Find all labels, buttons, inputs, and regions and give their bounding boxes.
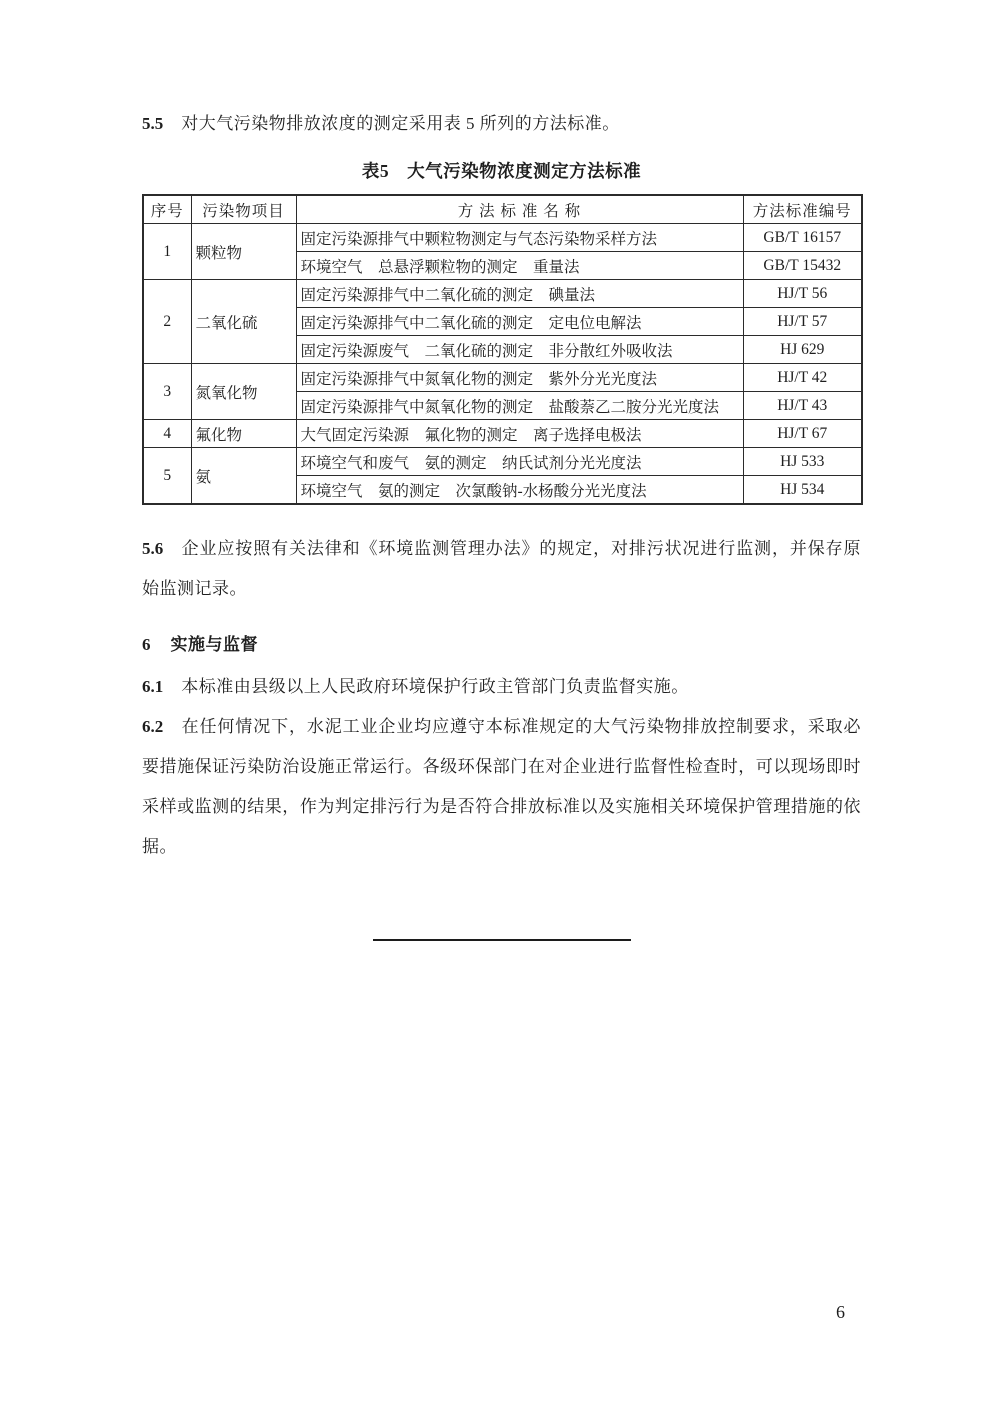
method-name-cell: 固定污染源废气 二氧化硫的测定 非分散红外吸收法 [296,336,743,364]
table-row [143,448,862,476]
table-row [143,224,862,252]
standard-code-cell: HJ/T 56 [743,280,862,308]
col-header-index: 序号 [143,195,191,224]
page-number: 6 [836,1302,845,1322]
clause-5-6 [142,529,861,609]
clause-text: 企业应按照有关法律和《环境监测管理办法》的规定，对排污状况进行监测，并保存原始监测记录。 [142,539,861,598]
standard-code-cell: HJ/T 57 [743,308,862,336]
method-name-cell: 大气固定污染源 氟化物的测定 离子选择电极法 [296,420,743,448]
end-of-text-divider [373,939,631,941]
clause-number: 5.6 [142,539,164,558]
standard-code-cell: HJ 629 [743,336,862,364]
method-name-cell: 环境空气 总悬浮颗粒物的测定 重量法 [296,252,743,280]
method-name-cell: 固定污染源排气中二氧化硫的测定 定电位电解法 [296,308,743,336]
clause-number: 5.5 [142,114,164,133]
standard-code-cell: HJ/T 42 [743,364,862,392]
section-title: 实施与监督 [170,635,258,654]
pollutant-name-cell: 二氧化硫 [191,280,296,364]
col-header-pollutant: 污染物项目 [191,195,296,224]
pollutant-name-cell: 颗粒物 [191,224,296,280]
serial-number-cell: 3 [143,364,191,420]
clause-text: 本标准由县级以上人民政府环境保护行政主管部门负责监督实施。 [181,677,689,696]
serial-number-cell: 4 [143,420,191,448]
table-row [143,364,862,392]
col-header-code: 方法标准编号 [743,195,862,224]
table-row [143,280,862,308]
table-row [143,420,862,448]
clause-6-2 [142,707,861,867]
clause-5-5 [142,110,861,138]
standard-code-cell: HJ/T 43 [743,392,862,420]
pollutant-name-cell: 氟化物 [191,420,296,448]
method-name-cell: 环境空气 氨的测定 次氯酸钠-水杨酸分光光度法 [296,476,743,505]
standard-code-cell: HJ 533 [743,448,862,476]
method-name-cell: 固定污染源排气中氮氧化物的测定 盐酸萘乙二胺分光光度法 [296,392,743,420]
standard-code-cell: HJ 534 [743,476,862,505]
serial-number-cell: 1 [143,224,191,280]
pollutant-name-cell: 氨 [191,448,296,505]
pollutant-name-cell: 氮氧化物 [191,364,296,420]
col-header-method: 方 法 标 准 名 称 [296,195,743,224]
method-name-cell: 固定污染源排气中氮氧化物的测定 紫外分光光度法 [296,364,743,392]
table-title: 表5 大气污染物浓度测定方法标准 [361,161,642,181]
standard-code-cell: GB/T 16157 [743,224,862,252]
serial-number-cell: 2 [143,280,191,364]
page-content [142,0,861,941]
standard-code-cell: GB/T 15432 [743,252,862,280]
clause-text: 在任何情况下，水泥工业企业均应遵守本标准规定的大气污染物排放控制要求，采取必要措施保证污染防治设施正常运行。各级环保部门在对企业进行监督性检查时，可以现场即时采样或监测的结果，作为判定排污行为是否符合排放标准以及实施相关环境保护管理措施的依据。 [142,717,861,856]
standard-code-cell: HJ/T 67 [743,420,862,448]
clause-text: 对大气污染物排放浓度的测定采用表 5 所列的方法标准。 [181,114,620,133]
table-header-row [143,195,862,224]
method-name-cell: 固定污染源排气中颗粒物测定与气态污染物采样方法 [296,224,743,252]
clause-number: 6.2 [142,717,164,736]
clause-number: 6.1 [142,677,164,696]
clause-6-1 [142,671,861,703]
method-standards-table [142,194,863,505]
section-6-heading [142,631,861,659]
serial-number-cell: 5 [143,448,191,505]
method-name-cell: 固定污染源排气中二氧化硫的测定 碘量法 [296,280,743,308]
method-name-cell: 环境空气和废气 氨的测定 纳氏试剂分光光度法 [296,448,743,476]
section-number: 6 [142,635,151,654]
